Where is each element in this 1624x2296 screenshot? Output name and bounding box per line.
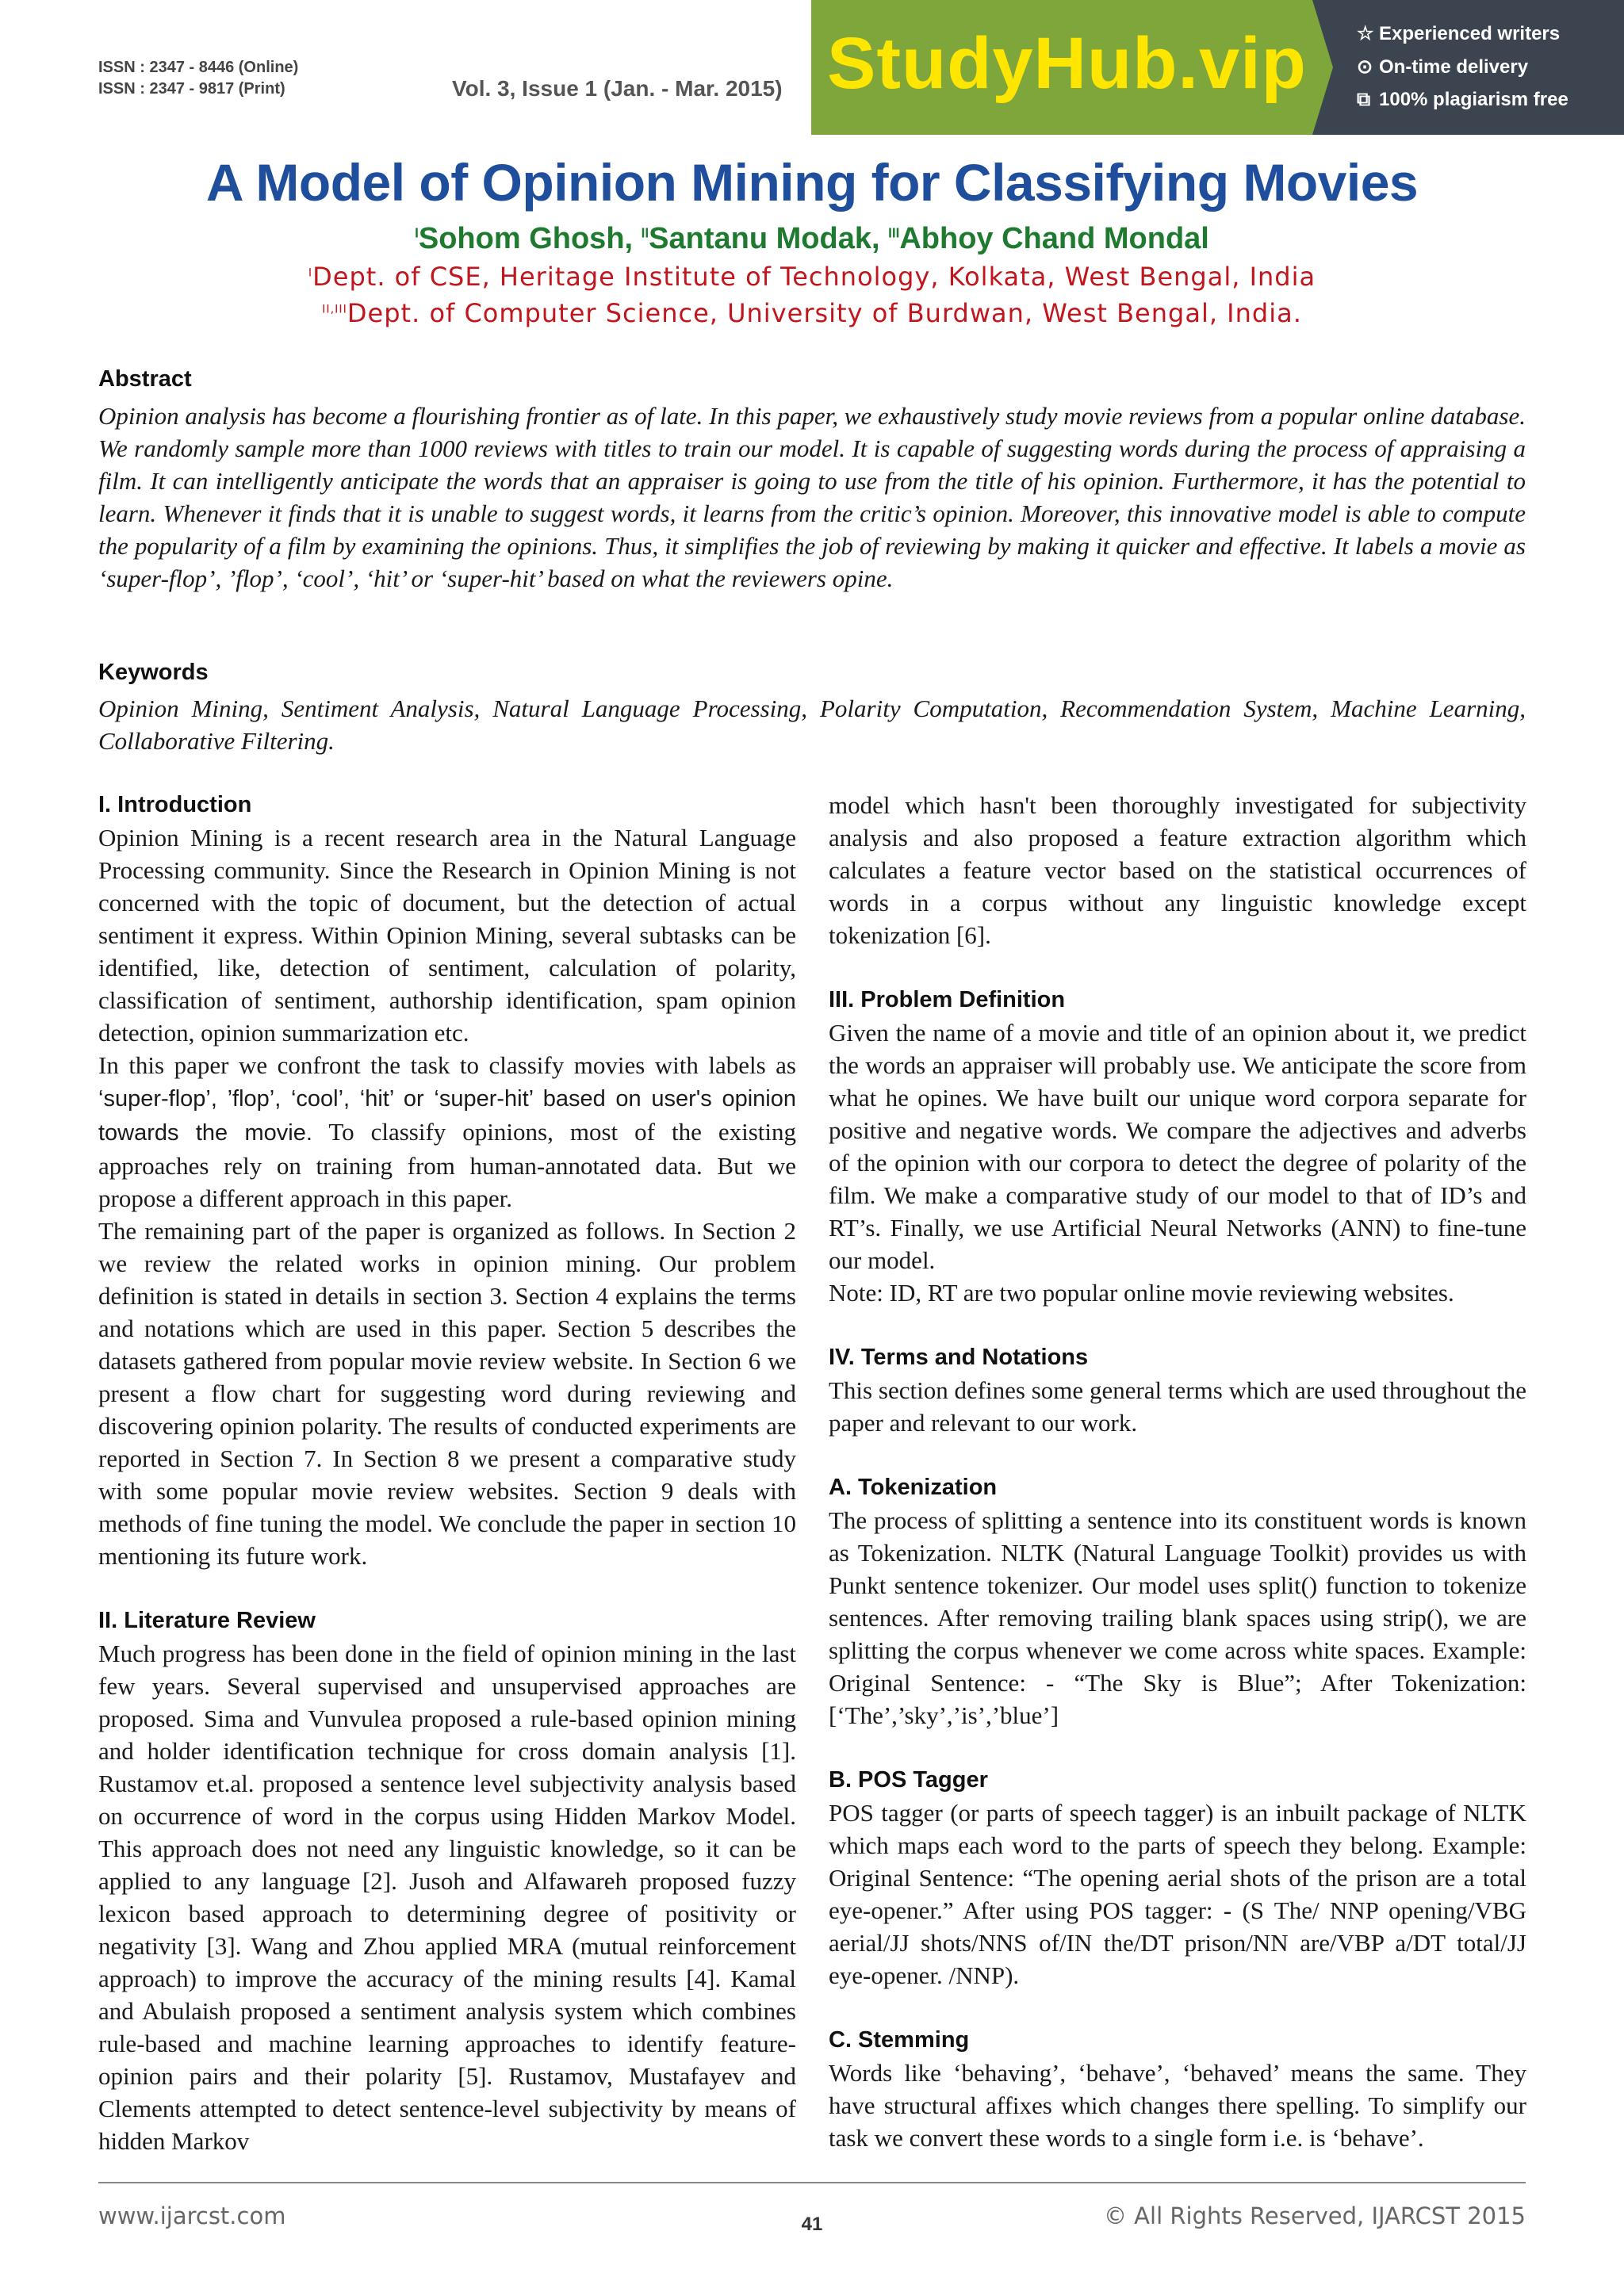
banner-main-panel <box>811 0 1312 135</box>
issn-print: ISSN : 2347 - 9817 (Print) <box>98 80 285 98</box>
section-heading-introduction: I. Introduction <box>98 792 252 817</box>
keywords-text: Opinion Mining, Sentiment Analysis, Natural Language Processing, Polarity Computation, Recommendation System, Machine Learning, Collaborative Filtering. <box>98 695 1526 755</box>
literature-continuation: model which hasn't been thoroughly investigated for subjectivity analysis and also proposed a feature extraction algorithm which calculates a feature vector based on the statistical occurrences of words in a corpus without any linguistic knowledge except tokenization [6]. <box>829 791 1526 949</box>
banner-arrow <box>1312 0 1333 135</box>
abstract-heading: Abstract <box>98 366 192 392</box>
section-heading-terms-notations: IV. Terms and Notations <box>829 1345 1089 1370</box>
left-column <box>98 789 796 2157</box>
keywords-heading: Keywords <box>98 660 209 685</box>
affiliation-2: $^{II,III}$Dept. of Computer Science, University of Burdwan, West Bengal, India. <box>322 298 1302 328</box>
pos-tagger-paragraph: POS tagger (or parts of speech tagger) is an inbuilt package of NLTK which maps each word to the parts of speech they belong. Example: Original Sentence: “The opening aerial shots of the prison are a total eye-opener.” After using POS tagger: - (S The/ NNP opening/VBG aerial/JJ shots/NNS of/IN the/DT prison/NN are/VBP a/DT total/JJ eye-opener. /NNP). <box>829 1799 1526 1989</box>
clock-icon: ⊙ <box>1357 56 1373 78</box>
intro-paragraph-2: In this paper we confront the task to classify movies with labels as ‘super-flop’, ’flop’, ‘cool’, ‘hit’ or ‘super-hit’ based on user's opinion towards the movie. To classify opinions, most of the existing approaches rely on training from human-annotated data. But we propose a different approach in this paper. <box>98 1051 796 1212</box>
author-name: Sohom Ghosh, <box>418 222 634 255</box>
footer-website[interactable]: www.ijarcst.com <box>98 2202 286 2229</box>
section-heading-literature-review: II. Literature Review <box>98 1608 316 1633</box>
affiliation-1: $^I$Dept. of CSE, Heritage Institute of Technology, Kolkata, West Bengal, India <box>308 262 1316 292</box>
studyhub-logo[interactable]: StudyHub.vip <box>827 23 1307 104</box>
star-icon: ☆ <box>1357 23 1374 44</box>
right-column <box>829 789 1526 2154</box>
feature-plagiarism-free: ⧉ 100% plagiarism free <box>1357 89 1568 110</box>
abstract-text: Opinion analysis has become a flourishing frontier as of late. In this paper, we exhaustively study movie reviews from a popular online database. We randomly sample more than 1000 reviews with titles to train our model. It is capable of suggesting words during the process of appraising a film. It can intelligently anticipate the words that an appraiser is going to use from the title of his opinion. Furthermore, it has the potential to learn. Whenever it finds that it is unable to suggest words, it learns from the critic’s opinion. Moreover, this innovative model is able to compute the popularity of a film by examining the opinions. Thus, it simplifies the job of reviewing by making it quicker and effective. It labels a movie as ‘super-flop’, ’flop’, ‘cool’, ‘hit’ or ‘super-hit’ based on what the reviewers opine. <box>98 402 1526 592</box>
issn-online: ISSN : 2347 - 8446 (Online) <box>98 59 299 76</box>
author-list: $^I$Sohom Ghosh, $^{II}$Santanu Modak, $^{III}$Abhoy Chand Mondal <box>415 222 1209 255</box>
section-heading-tokenization: A. Tokenization <box>829 1475 998 1500</box>
issn-block <box>98 57 298 100</box>
terms-paragraph: This section defines some general terms which are used throughout the paper and relevant to our work. <box>829 1376 1526 1437</box>
author-name: Abhoy Chand Mondal <box>899 222 1209 255</box>
author-name: Santanu Modak, <box>649 222 880 255</box>
feature-on-time-delivery: ⊙ On-time delivery <box>1357 56 1529 78</box>
volume-info: Vol. 3, Issue 1 (Jan. - Mar. 2015) <box>452 76 783 101</box>
copy-icon: ⧉ <box>1357 89 1371 110</box>
intro-paragraph-1: Opinion Mining is a recent research area in the Natural Language Processing community. Since the Research in Opinion Mining is not concerned with the topic of document, but the detection of actual sentiment it express. Within Opinion Mining, several subtasks can be identified, like, detection of sentiment, calculation of polarity, classification of sentiment, authorship identification, spam opinion detection, opinion summarization etc. <box>98 824 796 1047</box>
literature-paragraph: Much progress has been done in the field of opinion mining in the last few years. Several supervised and unsupervised approaches are proposed. Sima and Vunvulea proposed a rule-based opinion mining and holder identification technique for cross domain analysis [1]. Rustamov et.al. proposed a sentence level subjectivity analysis based on occurrence of word in the corpus using Hidden Markov Model. This approach does not need any linguistic knowledge, so it can be applied to any language [2]. Jusoh and Alfawareh proposed fuzzy lexicon based approach to determining degree of positivity or negativity [3]. Wang and Zhou applied MRA (mutual reinforcement approach) to improve the accuracy of the mining results [4]. Kamal and Abulaish proposed a sentiment analysis system which combines rule-based and machine learning approaches to identify feature-opinion pairs and their polarity [5]. Rustamov, Mustafayev and Clements attempted to detect sentence-level subjectivity by means of hidden Markov <box>98 1640 796 2155</box>
movie-labels-text: ‘super-flop’, ’flop’, ‘cool’, ‘hit’ or ‘super-hit’ based on user's opinion towards the movie. <box>98 1086 796 1146</box>
section-heading-pos-tagger: B. POS Tagger <box>829 1767 988 1793</box>
stemming-paragraph: Words like ‘behaving’, ‘behave’, ‘behaved’ means the same. They have structural affixes which changes there spelling. To simplify our task we convert these words to a single form i.e. is ‘behave’. <box>829 2059 1526 2152</box>
paper-title: A Model of Opinion Mining for Classifying Movies <box>205 153 1419 212</box>
page-number: 41 <box>801 2214 823 2235</box>
studyhub-banner[interactable] <box>811 0 1624 135</box>
footer-rule <box>98 2182 1526 2183</box>
section-heading-problem-definition: III. Problem Definition <box>829 987 1066 1012</box>
section-heading-stemming: C. Stemming <box>829 2027 970 2053</box>
feature-experienced-writers: ☆ Experienced writers <box>1357 23 1561 44</box>
problem-note: Note: ID, RT are two popular online movie reviewing websites. <box>829 1279 1454 1307</box>
tokenization-paragraph: The process of splitting a sentence into its constituent words is known as Tokenization. NLTK (Natural Language Toolkit) provides us with Punkt sentence tokenizer. Our model uses split() function to tokenize sentences. After removing trailing blank spaces using strip(), we are splitting the corpus whenever we come across white spaces. Example: Original Sentence: - “The Sky is Blue”; After Tokenization: [‘The’,’sky’,’is’,’blue’] <box>829 1506 1526 1729</box>
problem-paragraph: Given the name of a movie and title of an opinion about it, we predict the words an appraiser will probably use. We anticipate the score from what he opines. We have built our unique word corpora separate for positive and negative words. We compare the adjectives and adverbs of the opinion with our corpora to detect the degree of polarity of the film. We make a comparative study of our model to that of ID’s and RT’s. Finally, we use Artificial Neural Networks (ANN) to fine-tune our model. <box>829 1019 1526 1274</box>
intro-paragraph-3: The remaining part of the paper is organized as follows. In Section 2 we review the related works in opinion mining. Our problem definition is stated in details in section 3. Section 4 explains the terms and notations which are used in this paper. Section 5 describes the datasets gathered from popular movie review website. In Section 6 we present a flow chart for suggesting word during reviewing and discovering opinion polarity. The results of conducted experiments are reported in Section 7. In Section 8 we present a comparative study with some popular movie review websites. Section 9 deals with methods of fine tuning the model. We conclude the paper in section 10 mentioning its future work. <box>98 1217 796 1570</box>
footer-rights: © All Rights Reserved, IJARCST 2015 <box>1103 2202 1526 2229</box>
